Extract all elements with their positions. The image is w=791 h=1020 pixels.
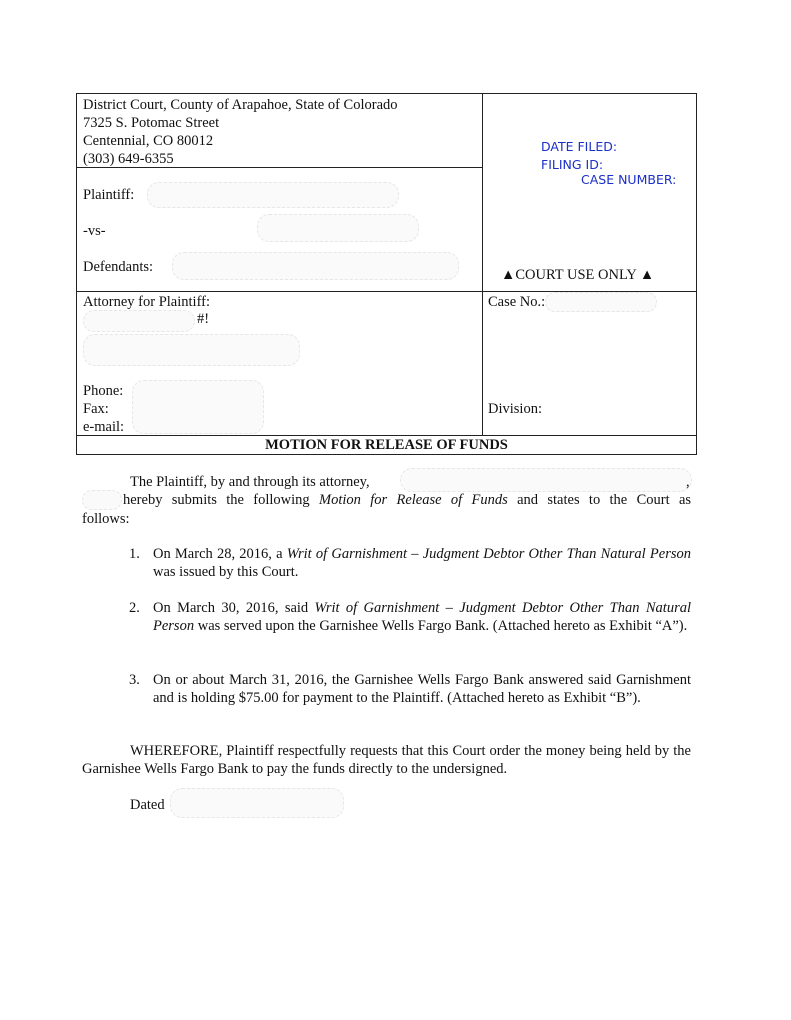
item-text: On March 28, 2016, a <box>153 546 287 562</box>
court-city: Centennial, CO 80012 <box>83 133 214 149</box>
case-number-label: CASE NUMBER: <box>581 172 677 187</box>
document-title: MOTION FOR RELEASE OF FUNDS <box>265 437 508 453</box>
list-item <box>129 599 691 636</box>
court-name: District Court, County of Arapahoe, State of Colorado <box>83 97 398 113</box>
intro-line-2: hereby submits the following Motion for Release of Funds and states to the Court as <box>123 492 692 508</box>
court-phone: (303) 649-6355 <box>83 151 174 167</box>
case-no-label: Case No.: <box>488 294 546 310</box>
wherefore-paragraph: WHEREFORE, Plaintiff respectfully requests that this Court order the money being held by the Garnishee Wells Fargo Bank to pay the funds directly to the undersigned. <box>82 743 691 778</box>
redacted-attorney-firm <box>400 468 692 492</box>
redacted-date <box>170 788 344 818</box>
item-text: On or about March 31, 2016, the Garnishee Wells Fargo Bank answered said Garnishment and is holding $75.00 for payment to the Plaintiff. (Attached hereto as Exhibit “B”). <box>153 672 691 707</box>
vs-label: -vs- <box>83 223 106 239</box>
court-street: 7325 S. Potomac Street <box>83 115 220 131</box>
redacted-attorney-name <box>83 310 195 332</box>
attorney-label: Attorney for Plaintiff: <box>83 294 210 310</box>
list-item <box>129 545 691 582</box>
redacted-attorney-name-inline <box>82 490 122 510</box>
intro-line-3: follows: <box>82 511 130 527</box>
registration-hash: #! <box>197 311 210 327</box>
email-label: e-mail: <box>83 419 125 435</box>
redacted-attorney-address <box>83 334 300 366</box>
redacted-contact <box>132 380 264 434</box>
item-writ-title: Writ of Garnishment – Judgment Debtor Other Than Natural Person <box>286 546 691 562</box>
item-text: was served upon the Garnishee Wells Fargo Bank. (Attached hereto as Exhibit “A”). <box>194 618 688 635</box>
item-number: 2. <box>129 600 140 616</box>
item-text: On March 30, 2016, said <box>153 600 315 616</box>
item-number: 1. <box>129 546 140 562</box>
redacted-defendants <box>172 252 459 280</box>
fax-label: Fax: <box>83 401 109 417</box>
caption-table <box>76 93 697 455</box>
division-label: Division: <box>488 401 542 417</box>
intro-line-1: The Plaintiff, by and through its attorney, <box>130 474 370 490</box>
item-writ-title: Writ of Garnishment – Judgment Debtor Other Than Natural Person <box>153 600 691 635</box>
caption-divider <box>482 94 483 435</box>
redacted-case-no <box>545 292 657 312</box>
defendants-label: Defendants: <box>83 259 154 275</box>
redacted-plaintiff <box>147 182 399 208</box>
plaintiff-label: Plaintiff: <box>83 187 135 203</box>
phone-label: Phone: <box>83 383 124 399</box>
item-text: was issued by this Court. <box>153 564 299 581</box>
dated-label: Dated <box>130 797 165 813</box>
list-item <box>129 671 691 708</box>
filing-id-label: FILING ID: <box>541 157 604 172</box>
item-number: 3. <box>129 672 140 688</box>
intro-comma: , <box>686 474 690 490</box>
date-filed-label: DATE FILED: <box>541 139 618 154</box>
court-use-only: ▲COURT USE ONLY ▲ <box>501 267 655 283</box>
redacted-party <box>257 214 419 242</box>
